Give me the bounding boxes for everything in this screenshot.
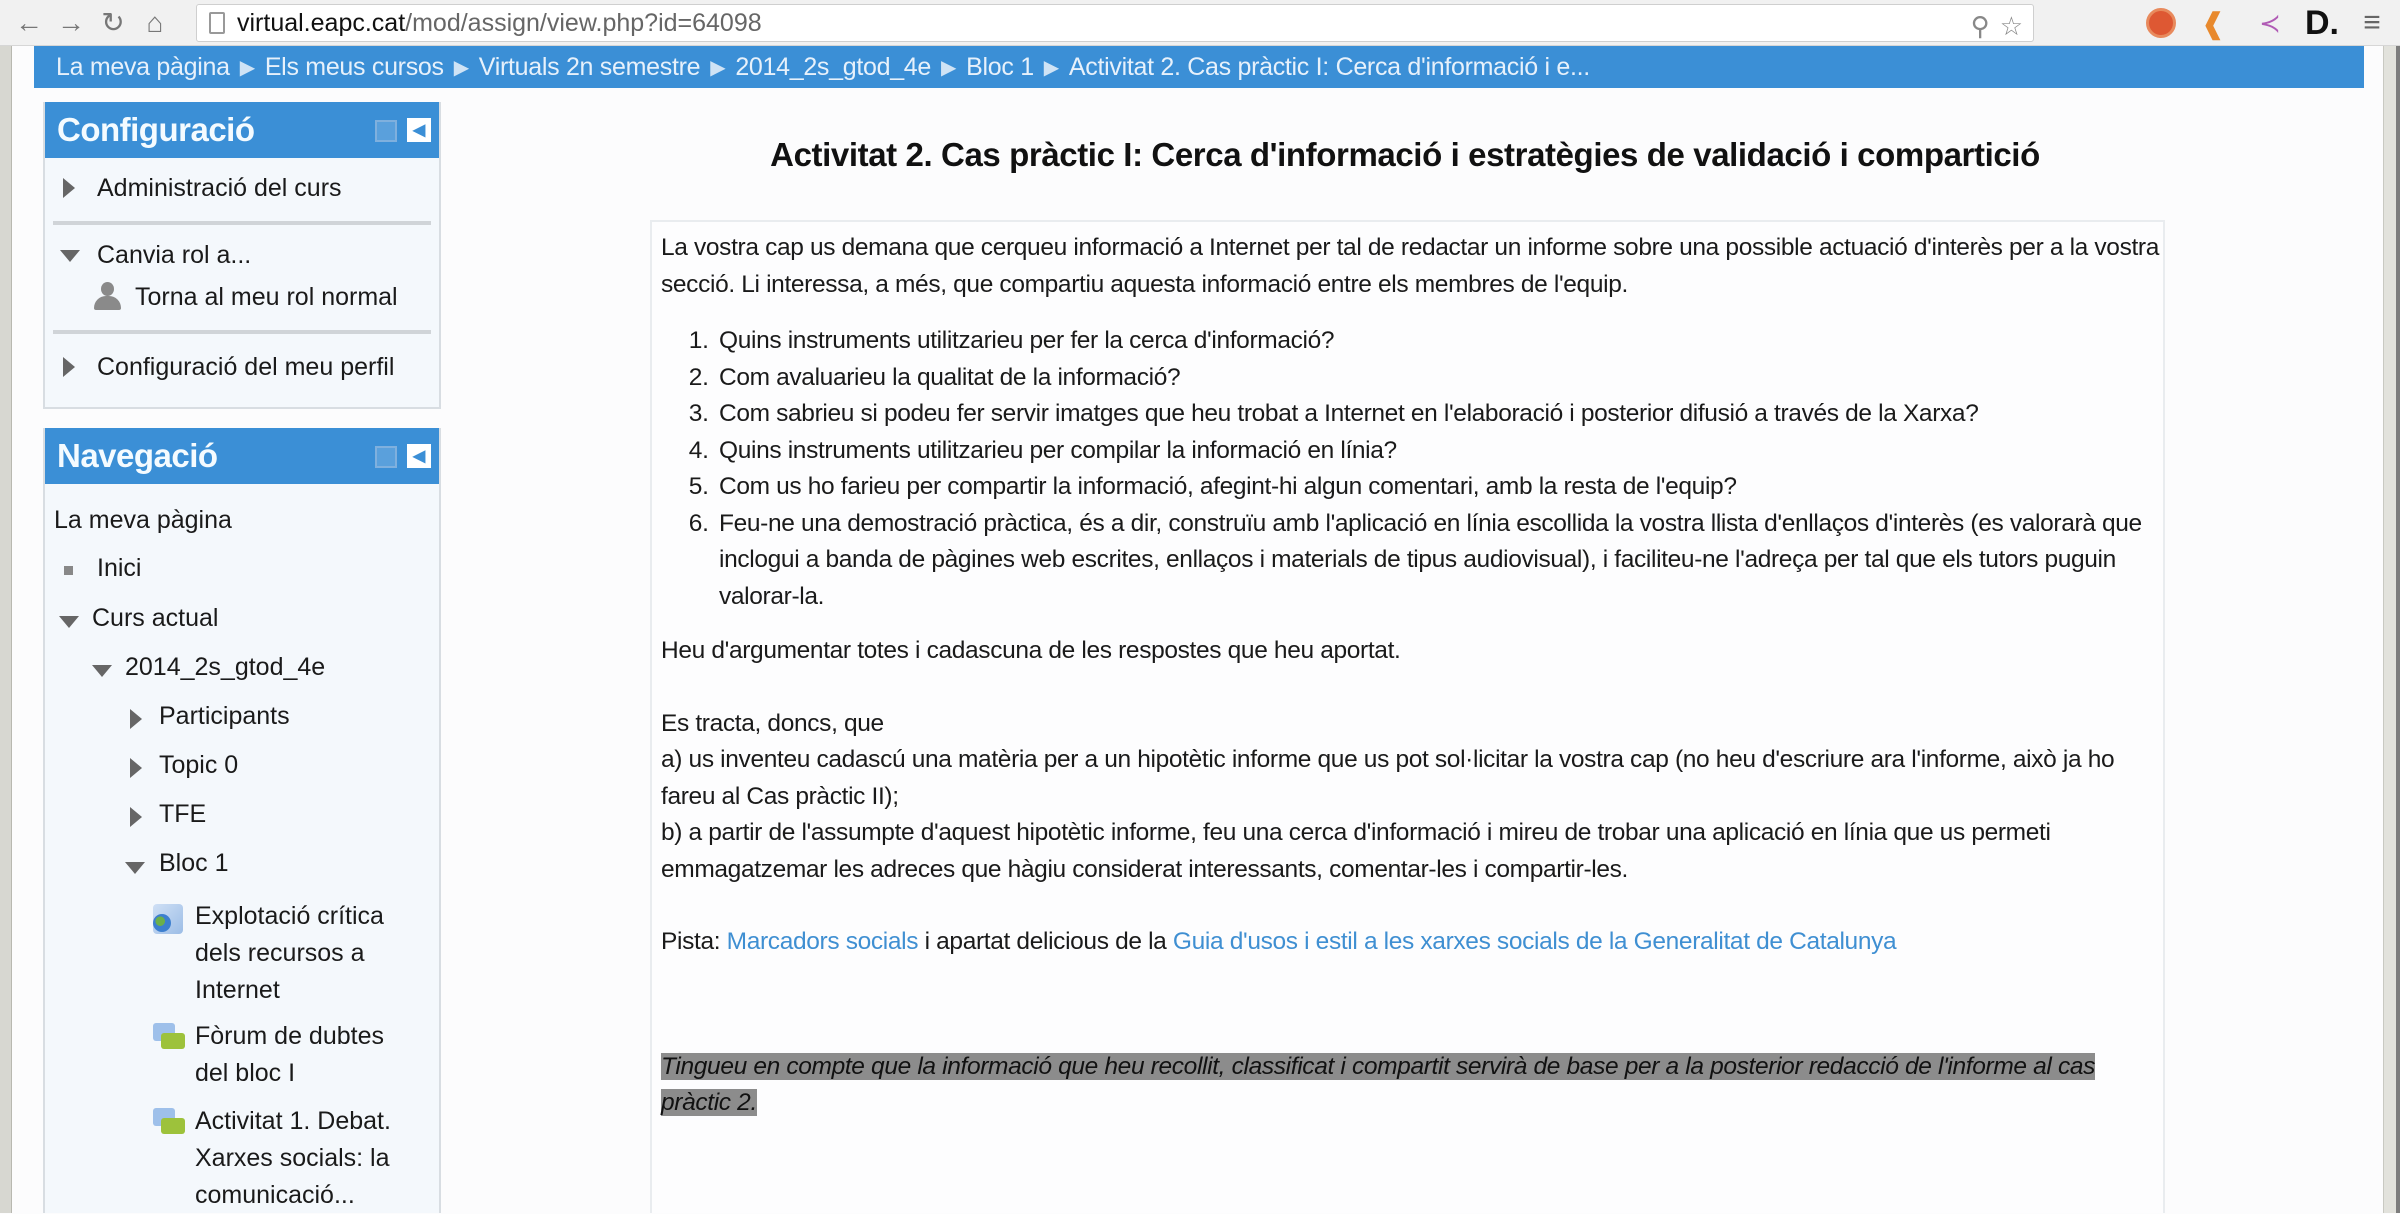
breadcrumb-current[interactable]: Activitat 2. Cas pràctic I: Cerca d'informació i e... bbox=[1068, 52, 1590, 81]
argument-paragraph: Heu d'argumentar totes i cadascuna de les respostes que heu aportat. bbox=[661, 637, 1401, 664]
activity-label-line: Fòrum de dubtes bbox=[195, 1022, 384, 1050]
bullet-icon bbox=[64, 566, 73, 575]
nav-activity-resource[interactable] bbox=[195, 898, 384, 1009]
navigation-block bbox=[43, 428, 441, 1213]
breadcrumb-item[interactable]: La meva pàgina bbox=[56, 52, 230, 81]
collapse-icon bbox=[60, 250, 80, 262]
config-item-label: Canvia rol a... bbox=[97, 241, 252, 269]
url-path: /mod/assign/view.php?id=64098 bbox=[405, 8, 762, 37]
nav-item-bloc-1[interactable]: Bloc 1 bbox=[159, 849, 229, 877]
hide-block-icon[interactable]: ◀ bbox=[407, 118, 431, 142]
scrollbar[interactable] bbox=[2383, 46, 2400, 1213]
breadcrumb-item[interactable]: 2014_2s_gtod_4e bbox=[735, 52, 932, 81]
nav-item-tfe[interactable]: TFE bbox=[159, 800, 207, 828]
navigation-block-header bbox=[45, 428, 439, 484]
breadcrumb-item[interactable]: Virtuals 2n semestre bbox=[478, 52, 701, 81]
dock-block-icon[interactable] bbox=[375, 120, 397, 142]
bookmark-star-icon[interactable]: ☆ bbox=[1999, 11, 2023, 41]
dock-block-icon[interactable] bbox=[375, 446, 397, 468]
d-logo-icon[interactable]: D. bbox=[2305, 3, 2339, 42]
breadcrumb-item[interactable]: Bloc 1 bbox=[966, 52, 1034, 81]
collapse-icon[interactable] bbox=[59, 616, 79, 628]
nav-item-home[interactable]: Inici bbox=[97, 554, 142, 582]
nav-activity-debate[interactable] bbox=[195, 1103, 391, 1214]
breadcrumb-separator-icon: ▶ bbox=[941, 56, 957, 79]
config-item-label: Torna al meu rol normal bbox=[135, 283, 398, 311]
breadcrumb-separator-icon: ▶ bbox=[453, 56, 469, 79]
left-gutter bbox=[0, 46, 12, 1213]
nav-activity-forum[interactable] bbox=[195, 1018, 384, 1092]
nav-item-current-course[interactable]: Curs actual bbox=[92, 604, 219, 632]
highlighted-note: Tingueu en compte que la informació que heu recollit, classificat i compartit servirà de base per a la posterior redacció de l'informe al cas pràctic 2. bbox=[661, 1052, 2096, 1116]
reload-icon[interactable]: ↻ bbox=[101, 7, 125, 38]
assignment-description bbox=[661, 230, 2161, 1122]
config-item-switch-role[interactable] bbox=[45, 238, 439, 272]
zoom-icon[interactable]: ⚲ bbox=[1970, 11, 1990, 41]
hint-text: i apartat delicious de la bbox=[918, 928, 1173, 955]
config-block bbox=[43, 102, 441, 409]
hint-paragraph bbox=[661, 924, 2161, 961]
activity-label-line: dels recursos a bbox=[195, 939, 365, 967]
page-icon bbox=[209, 12, 225, 34]
nav-item-topic-0[interactable]: Topic 0 bbox=[159, 751, 239, 779]
intro-paragraph: La vostra cap us demana que cerqueu informació a Internet per tal de redactar un informe sobre una possible actuació d'interès per a la vostra secció. Li interessa, a més, que compartiu aquesta informació entre els membres de l'equip. bbox=[661, 234, 2160, 298]
questions-list bbox=[661, 323, 2161, 615]
question-item: 1. Quins instruments utilitzarieu per fer la cerca d'informació? bbox=[715, 323, 2161, 360]
person-icon bbox=[92, 282, 122, 312]
activity-label-line: comunicació... bbox=[195, 1181, 355, 1209]
menu-icon[interactable]: ≡ bbox=[2363, 6, 2381, 39]
expand-icon[interactable] bbox=[130, 709, 142, 729]
nav-item-course-code[interactable]: 2014_2s_gtod_4e bbox=[125, 653, 326, 681]
point-b: b) a partir de l'assumpte d'aquest hipotètic informe, feu una cerca d'informació i mireu de trobar una aplicació en línia que us permeti emmagatzemar les adreces que hàgiu considerat interessants, comentar-les i compartir-les. bbox=[661, 819, 2051, 883]
activity-label-line: Xarxes socials: la bbox=[195, 1144, 390, 1172]
expand-icon bbox=[63, 357, 75, 377]
hide-block-icon[interactable]: ◀ bbox=[407, 444, 431, 468]
home-icon[interactable]: ⌂ bbox=[146, 6, 164, 38]
activity-label-line: Activitat 1. Debat. bbox=[195, 1107, 391, 1135]
browser-toolbar bbox=[0, 0, 2400, 46]
config-item-course-admin[interactable] bbox=[45, 171, 439, 205]
note-paragraph bbox=[661, 1049, 2161, 1122]
expand-icon bbox=[63, 178, 75, 198]
config-block-header bbox=[45, 102, 439, 158]
style-guide-link[interactable]: Guia d'usos i estil a les xarxes socials de la Generalitat de Catalunya bbox=[1172, 928, 1897, 955]
back-arrow-icon[interactable]: ← bbox=[15, 6, 43, 38]
collapse-icon[interactable] bbox=[92, 665, 112, 677]
config-item-label: Administració del curs bbox=[97, 174, 342, 202]
nav-item-participants[interactable]: Participants bbox=[159, 702, 290, 730]
question-item: 3. Com sabrieu si podeu fer servir imatges que heu trobat a Internet en l'elaboració i posterior difusió a través de la Xarxa? bbox=[715, 396, 2161, 433]
config-item-label: Configuració del meu perfil bbox=[97, 353, 395, 381]
address-bar[interactable] bbox=[196, 4, 2034, 42]
expand-icon[interactable] bbox=[130, 758, 142, 778]
breadcrumb-separator-icon: ▶ bbox=[239, 56, 255, 79]
activity-label-line: del bloc I bbox=[195, 1059, 296, 1087]
point-a: a) us inventeu cadascú una matèria per a un hipotètic informe que us pot sol·licitar la vostra cap (no heu d'escriure ara l'informe, això ja ho fareu al Cas pràctic II); bbox=[661, 746, 2115, 810]
page-title: Activitat 2. Cas pràctic I: Cerca d'informació i estratègies de validació i compartició bbox=[770, 136, 2040, 173]
duckduckgo-icon[interactable] bbox=[2143, 4, 2179, 42]
question-item: 6. Feu-ne una demostració pràctica, és a dir, construïu amb l'aplicació en línia escollida la vostra llista d'enllaços d'interès (es valorarà que inclogui a banda de pàgines web escrites, enllaços i materials de tipus audiovisual), i faciliteu-ne l'adreça per tal que els tutors puguin valorar-la. bbox=[715, 506, 2161, 616]
social-bookmarks-link[interactable]: Marcadors socials bbox=[726, 928, 919, 955]
forward-arrow-icon[interactable]: → bbox=[57, 6, 85, 38]
config-block-title: Configuració bbox=[57, 111, 255, 148]
config-item-return-role[interactable] bbox=[45, 280, 439, 314]
config-item-profile-settings[interactable] bbox=[45, 350, 439, 384]
breadcrumb-item[interactable]: Els meus cursos bbox=[264, 52, 444, 81]
activity-label-line: Internet bbox=[195, 976, 280, 1004]
share-icon[interactable]: ≺ bbox=[2259, 7, 2281, 38]
question-item: 5. Com us ho farieu per compartir la informació, afegint-hi algun comentari, amb la resta de l'equip? bbox=[715, 469, 2161, 506]
expand-icon[interactable] bbox=[130, 807, 142, 827]
rss-icon[interactable]: ❰ bbox=[2201, 7, 2225, 39]
breadcrumb-separator-icon: ▶ bbox=[710, 56, 726, 79]
forum-icon bbox=[153, 1108, 183, 1138]
breadcrumb-separator-icon: ▶ bbox=[1043, 56, 1059, 79]
es-tracta-line: Es tracta, doncs, que bbox=[661, 709, 884, 737]
hint-label: Pista: bbox=[661, 928, 721, 955]
question-item: 4. Quins instruments utilitzarieu per compilar la informació en línia? bbox=[715, 433, 2161, 470]
navigation-block-title: Navegació bbox=[57, 437, 218, 474]
url-resource-icon bbox=[153, 904, 183, 934]
activity-label-line: Explotació crítica bbox=[195, 902, 384, 930]
question-item: 2. Com avaluarieu la qualitat de la informació? bbox=[715, 360, 2161, 397]
forum-icon bbox=[153, 1023, 183, 1053]
nav-item-my-page[interactable]: La meva pàgina bbox=[54, 506, 232, 534]
breadcrumb bbox=[34, 46, 2364, 88]
url-host: virtual.eapc.cat bbox=[237, 8, 406, 37]
collapse-icon[interactable] bbox=[125, 862, 145, 874]
